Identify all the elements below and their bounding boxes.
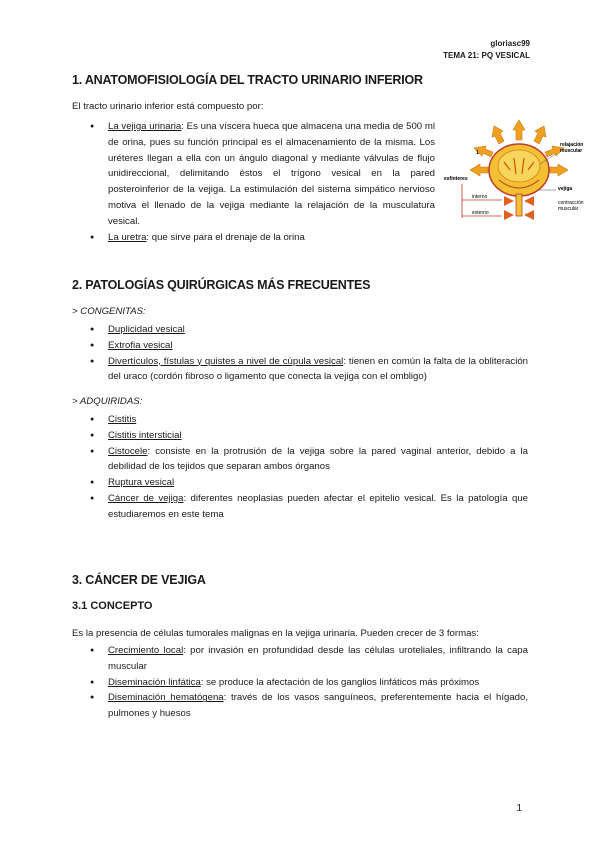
list-item bbox=[92, 354, 528, 386]
congenitas-list bbox=[92, 322, 528, 385]
list-item-term: Cáncer de vejiga bbox=[108, 492, 184, 504]
congenitas-label: > CONGENITAS: bbox=[72, 306, 146, 317]
list-item-term: Ruptura vesical bbox=[108, 477, 175, 489]
section-2-title: 2. PATOLOGÍAS QUIRÚRGICAS MÁS FRECUENTES bbox=[72, 278, 371, 292]
list-item bbox=[92, 643, 528, 675]
list-item-text: : Es una víscera hueca que almacena una media de 500 ml de orina, pues su función principal es el almacenamiento de la misma. Los uréteres llegan a ella con un ángulo diagonal y mediante válvulas de flujo unidireccional, delimitando éstos el trígono vesical en la pared posteroinferior de la vejiga. La estimulación del sistema simpático nervioso motiva el llenado de la vejiga mediante la relajación de la musculatura vesical. bbox=[108, 121, 435, 227]
figure-label-contraccion: contracción muscular bbox=[558, 200, 584, 212]
list-item-term: Cistocele bbox=[108, 445, 148, 457]
section-3-1-title: 3.1 CONCEPTO bbox=[72, 600, 153, 612]
list-item-text: : que sirve para el drenaje de la orina bbox=[146, 231, 305, 243]
list-item bbox=[92, 675, 528, 691]
list-item-text: : se produce la afectación de los ganglios linfáticos más próximos bbox=[200, 676, 480, 688]
list-item-text: : tienen en común la falta de la obliteración del uraco (cordón fibroso o ligamento que conecta la vejiga con el ombligo) bbox=[108, 355, 528, 383]
figure-label-interno: interno bbox=[472, 194, 488, 200]
adquiridas-list bbox=[92, 412, 528, 523]
list-item bbox=[92, 690, 528, 722]
figure-label-esfinteres: esfínteres bbox=[444, 176, 468, 182]
figure-label-externo: externo bbox=[472, 210, 489, 216]
list-item-text: : consiste en la protrusión de la vejiga sobre la pared vaginal anterior, debido a la debilidad de los tejidos que separan ambos órganos bbox=[108, 445, 528, 473]
section-1-intro: El tracto urinario inferior está compuesto por: bbox=[72, 101, 264, 112]
list-item-term: La vejiga urinaria bbox=[108, 121, 182, 132]
list-item bbox=[92, 230, 435, 246]
list-item-term: La uretra bbox=[108, 231, 147, 243]
list-item-term: Cistitis intersticial bbox=[108, 429, 182, 441]
list-item bbox=[92, 491, 528, 523]
list-item-term: Diseminación hematógena bbox=[108, 692, 224, 704]
list-item-term: Divertículos, fístulas y quistes a nivel de cúpula vesical bbox=[108, 355, 344, 367]
list-item-term: Crecimiento local bbox=[108, 645, 184, 656]
header-tema: TEMA 21: PQ VESICAL bbox=[443, 51, 530, 60]
list-item bbox=[92, 322, 528, 338]
adquiridas-label: > ADQUIRIDAS: bbox=[72, 396, 143, 407]
section-3-list bbox=[92, 643, 528, 722]
bladder-diagram bbox=[444, 118, 594, 230]
figure-label-vejiga: vejiga bbox=[558, 186, 573, 192]
list-item-text: : través de los vasos sanguíneos, preferentemente hacia el hígado, pulmones y huesos bbox=[108, 692, 529, 720]
section-1-list bbox=[92, 119, 435, 245]
page-number: 1 bbox=[516, 803, 522, 814]
figure-label-relax: relajación muscular bbox=[560, 142, 584, 154]
section-1-title: 1. ANATOMOFISIOLOGÍA DEL TRACTO URINARIO INFERIOR bbox=[72, 73, 423, 87]
section-3-title: 3. CÁNCER DE VEJIGA bbox=[72, 573, 206, 587]
list-item-term: Extrofia vesical bbox=[108, 339, 173, 351]
list-item-text: : por invasión en profundidad desde las células uroteliales, infiltrando la capa muscular bbox=[108, 645, 528, 672]
list-item bbox=[92, 338, 528, 354]
list-item bbox=[92, 428, 528, 444]
list-item-term: Duplicidad vesical bbox=[108, 324, 185, 335]
figure-label-num: 1 bbox=[476, 150, 479, 156]
list-item bbox=[92, 412, 528, 428]
list-item-term: Diseminación linfática bbox=[108, 676, 201, 688]
header-user: gloriasc99 bbox=[490, 39, 530, 48]
list-item bbox=[92, 475, 528, 491]
list-item bbox=[92, 119, 435, 230]
list-item-text: : diferentes neoplasias pueden afectar el epitelio vesical. Es la patología que estudiaremos en este tema bbox=[108, 492, 528, 520]
section-3-intro: Es la presencia de células tumorales malignas en la vejiga urinaria. Pueden crecer de 3 formas: bbox=[72, 628, 479, 639]
list-item-term: Cistitis bbox=[108, 414, 137, 425]
list-item bbox=[92, 444, 528, 476]
